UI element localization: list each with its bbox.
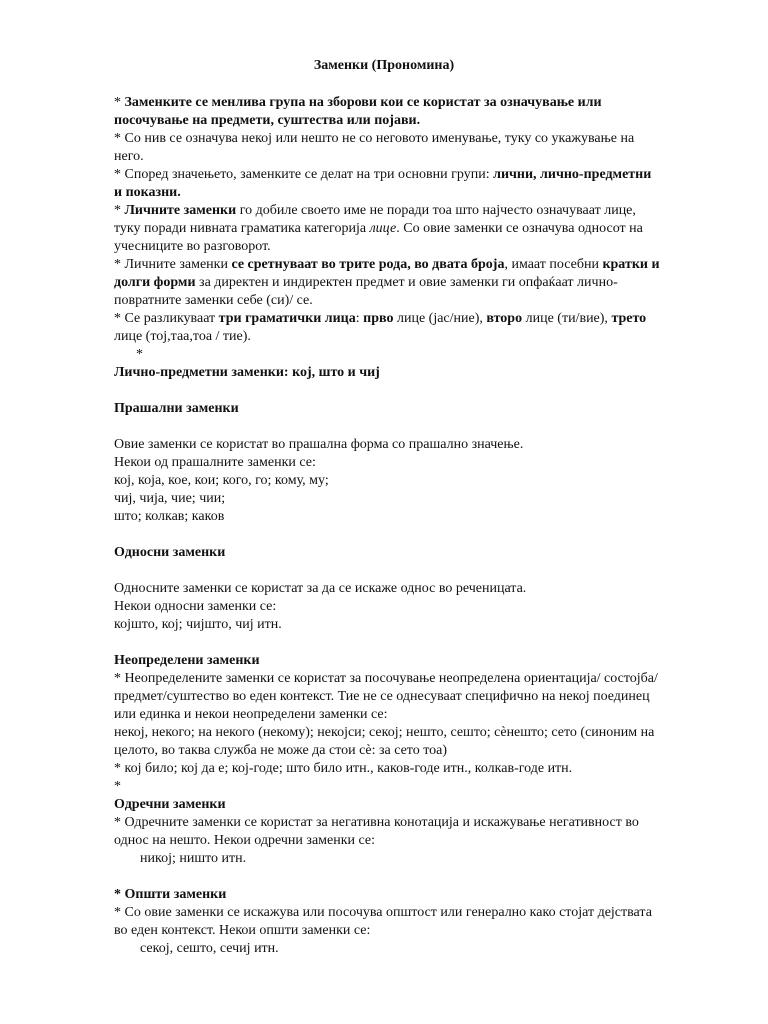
paragraph-groups	[114, 166, 662, 202]
paragraph-forms	[114, 256, 662, 310]
relative-line: којшто, кој; чијшто, чиј итн.	[114, 617, 282, 632]
interrogative-line: кој, која, кое, кои; кого, го; кому, му;	[114, 473, 329, 488]
indefinite-paragraph: * Неопределените заменки се користат за посочување неопределена ориентација/ состојба/ предмет/суштество во еден контекст. Тие не се однесуваат специфично на некој поединец или единка и некои неопределени заменки се:	[114, 671, 658, 722]
indefinite-paragraph: * кој било; кој да е; кој-годе; што било итн., каков-годе итн., колкав-годе итн.	[114, 761, 573, 776]
heading-personal-object: Лично-предметни заменки: кој, што и чиј	[114, 365, 380, 380]
interrogative-line: чиј, чија, чие; чии;	[114, 491, 226, 506]
spacer	[114, 634, 662, 652]
spacer	[114, 382, 662, 400]
paragraph-usage: * Со нив се означува некој или нешто не со неговото именување, туку со укажување на него.	[114, 131, 635, 164]
general-examples: секој, сешто, сечиј итн.	[140, 941, 279, 956]
interrogative-line: што; колкав; каков	[114, 509, 225, 524]
bullet-star: *	[114, 203, 125, 218]
bold-text: кратки и долги форми	[114, 257, 660, 290]
text: * Се разликуваат	[114, 311, 219, 326]
bold-text: три граматички лица	[218, 311, 356, 326]
text: . Со овие заменки се означува односот на учесниците во разговорот.	[114, 221, 643, 254]
bullet-star: *	[114, 95, 125, 110]
bold-text: Личните заменки	[124, 203, 237, 218]
spacer	[114, 418, 662, 436]
bold-text: лични, лично-предметни и показни.	[114, 167, 652, 200]
paragraph-personal	[114, 202, 662, 256]
negative-paragraph: * Одречните заменки се користат за негативна конотација и искажување негативност во однос на нешто. Некои одречни заменки се:	[114, 815, 639, 848]
spacer	[114, 526, 662, 544]
bullet-empty: *	[114, 779, 121, 794]
text: лице (јас/ние),	[393, 311, 487, 326]
spacer	[114, 562, 662, 580]
heading-interrogative: Прашални заменки	[114, 401, 239, 416]
general-paragraph: * Со овие заменки се искажува или посочува општост или генерално како стојат дејствата во еден контекст. Некои општи заменки се:	[114, 905, 652, 938]
relative-line: Некои односни заменки се:	[114, 599, 277, 614]
spacer	[114, 868, 662, 886]
bold-text: второ	[486, 311, 523, 326]
text: , имаат посебни	[504, 257, 603, 272]
negative-examples: никој; ништо итн.	[140, 851, 247, 866]
interrogative-line: Овие заменки се користат во прашална форма со прашално значење.	[114, 437, 524, 452]
bullet-empty: *	[136, 347, 143, 362]
text: :	[355, 311, 364, 326]
indefinite-paragraph: некој, некого; на некого (некому); некојси; секој; нешто, сешто; сѐнешто; сето (синоним на целото, во таква служба не може да стои сѐ: за сето тоа)	[114, 725, 655, 758]
text: го добиле своето име не поради тоа што најчесто означуваат лице, туку поради нивната граматика категорија	[114, 203, 636, 236]
text: * Според значењето, заменките се делат на три основни групи:	[114, 167, 490, 182]
text: лице (ти/вие),	[522, 311, 612, 326]
heading-negative: Одречни заменки	[114, 797, 226, 812]
text: за директен и индиректен предмет и овие заменки ги опфаќаат лично-повратните заменки себе (си)/ се.	[114, 275, 618, 308]
bold-text: Заменките се менлива група на зборови кои се користат за означување или посочување на предмети, суштества или појави.	[114, 95, 602, 128]
interrogative-line: Некои од прашалните заменки се:	[114, 455, 316, 470]
heading-indefinite: Неопределени заменки	[114, 653, 260, 668]
heading-relative: Односни заменки	[114, 545, 226, 560]
document-body	[114, 94, 662, 958]
bold-text: прво	[363, 311, 394, 326]
document-title: Заменки (Прономина)	[313, 58, 455, 73]
relative-line: Односните заменки се користат за да се искаже однос во реченицата.	[114, 581, 527, 596]
paragraph-persons	[114, 310, 662, 346]
bold-text: се сретнуваат во трите рода, во двата броја	[231, 257, 505, 272]
text: лице (тој,таа,тоа / тие).	[114, 329, 251, 344]
paragraph-definition	[114, 94, 662, 130]
heading-general: * Општи заменки	[114, 887, 227, 902]
italic-text: лице	[369, 221, 397, 236]
bold-text: трето	[611, 311, 647, 326]
text: * Личните заменки	[114, 257, 232, 272]
